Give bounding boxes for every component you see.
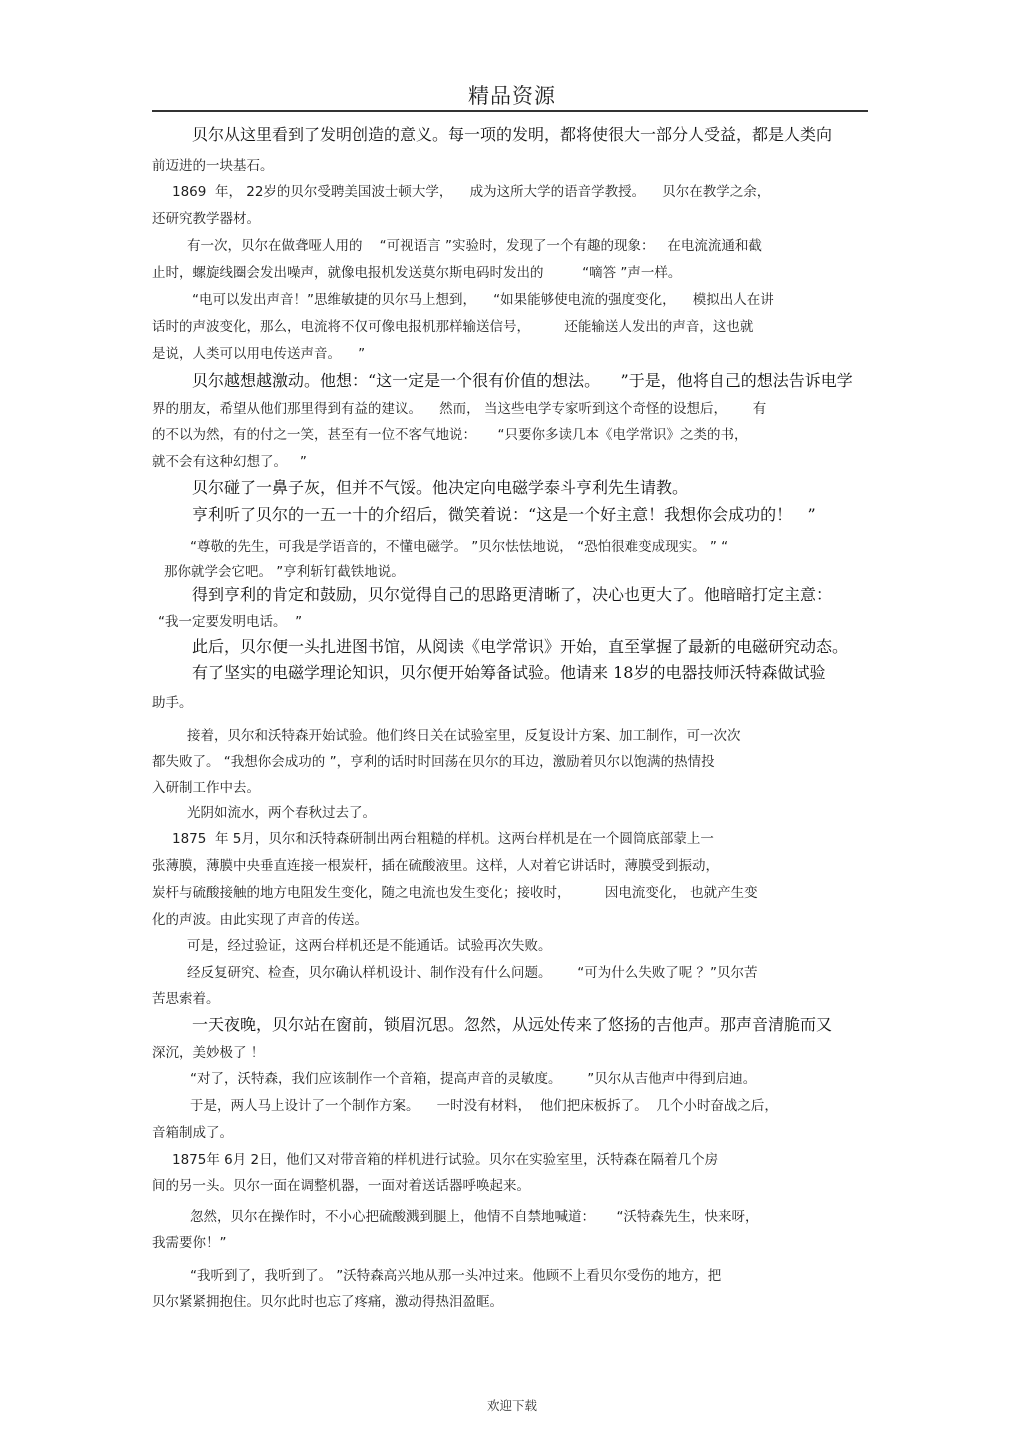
text-line: 是说，人类可以用电传送声音。 ” xyxy=(152,346,366,362)
text-line: 化的声波。由此实现了声音的传送。 xyxy=(152,912,368,928)
text-line: “电可以发出声音！”思维敏捷的贝尔马上想到， “如果能够使电流的强度变化， 模拟出人在讲 xyxy=(192,292,774,308)
text-line: 前迈进的一块基石。 xyxy=(152,158,274,174)
text-line: 接着，贝尔和沃特森开始试验。他们终日关在试验室里，反复设计方案、加工制作，可一次次 xyxy=(187,728,741,744)
text-line: 于是，两人马上设计了一个制作方案。 一时没有材料， 他们把床板拆了。 几个小时奋战之后， xyxy=(190,1098,778,1114)
text-line: 的不以为然，有的付之一笑，甚至有一位不客气地说： “只要你多读几本《电学常识》之类的书， xyxy=(152,427,748,443)
text-line: 止时，螺旋线圈会发出噪声，就像电报机发送莫尔斯电码时发出的 “嘀答 ”声一样。 xyxy=(152,265,682,281)
text-line: 炭杆与硫酸接触的地方电阻发生变化，随之电流也发生变化；接收时， 因电流变化， 也就产生变 xyxy=(152,885,758,901)
text-line: 话时的声波变化，那么，电流将不仅可像电报机那样输送信号， 还能输送人发出的声音，这也就 xyxy=(152,319,754,335)
text-line: 亨利听了贝尔的一五一十的介绍后，微笑着说：“这是一个好主意！我想你会成功的！ ” xyxy=(192,505,816,524)
text-line: 1869 年， 22岁的贝尔受聘美国波士顿大学， 成为这所大学的语音学教授。 贝尔在教学之余， xyxy=(172,184,771,200)
text-line: 得到亨利的肯定和鼓励，贝尔觉得自己的思路更清晰了，决心也更大了。他暗暗打定主意： xyxy=(192,585,833,604)
text-line: 入研制工作中去。 xyxy=(152,780,260,796)
text-line: 张薄膜，薄膜中央垂直连接一根炭杆，插在硫酸液里。这样，人对着它讲话时，薄膜受到振动， xyxy=(152,858,719,874)
text-line: 就不会有这种幻想了。 ” xyxy=(152,454,307,470)
text-line: 助手。 xyxy=(152,695,193,711)
text-line: 苦思索着。 xyxy=(152,991,220,1007)
text-line: 间的另一头。贝尔一面在调整机器，一面对着送话器呼唤起来。 xyxy=(152,1178,530,1194)
text-line: 我需要你！” xyxy=(152,1235,227,1251)
text-line: “我一定要发明电话。 ” xyxy=(158,614,303,630)
text-line: 忽然，贝尔在操作时，不小心把硫酸溅到腿上，他情不自禁地喊道： “沃特森先生，快来呀， xyxy=(190,1209,759,1225)
text-line: “我听到了，我听到了。 ”沃特森高兴地从那一头冲过来。他顾不上看贝尔受伤的地方，把 xyxy=(190,1268,722,1284)
text-line: 1875年 6月 2日，他们又对带音箱的样机进行试验。贝尔在实验室里，沃特森在隔着几个房 xyxy=(172,1152,719,1168)
text-line: 有一次，贝尔在做聋哑人用的 “可视语言 ”实验时，发现了一个有趣的现象： 在电流流通和截 xyxy=(187,238,762,254)
text-line: 都失败了。 “我想你会成功的 ”，亨利的话时时回荡在贝尔的耳边，激励着贝尔以饱满的热情投 xyxy=(152,754,715,770)
text-line: 经反复研究、检查，贝尔确认样机设计、制作没有什么问题。 “可为什么失败了呢 ？”贝尔苦 xyxy=(187,965,758,981)
text-line: 界的朋友，希望从他们那里得到有益的建议。 然而， 当这些电学专家听到这个奇怪的设想后， 有 xyxy=(152,401,767,417)
text-line: 贝尔越想越激动。他想：“这一定是一个很有价值的想法。 ”于是，他将自己的想法告诉电学 xyxy=(192,371,853,390)
text-line: 音箱制成了。 xyxy=(152,1125,233,1141)
text-line: 贝尔碰了一鼻子灰，但并不气馁。他决定向电磁学泰斗亨利先生请教。 xyxy=(192,478,689,497)
text-line: 有了坚实的电磁学理论知识，贝尔便开始筹备试验。他请来 18岁的电器技师沃特森做试验 xyxy=(192,663,826,682)
text-line: 1875 年 5月，贝尔和沃特森研制出两台粗糙的样机。这两台样机是在一个圆筒底部蒙上一 xyxy=(172,831,714,847)
text-line: “对了，沃特森，我们应该制作一个音箱，提高声音的灵敏度。 ”贝尔从吉他声中得到启迪。 xyxy=(190,1071,757,1087)
text-line: 贝尔紧紧拥抱住。贝尔此时也忘了疼痛，激动得热泪盈眶。 xyxy=(152,1294,503,1310)
text-line: 可是，经过验证，这两台样机还是不能通话。试验再次失败。 xyxy=(187,938,552,954)
text-line: 一天夜晚，贝尔站在窗前，锁眉沉思。忽然，从远处传来了悠扬的吉他声。那声音清脆而又 xyxy=(192,1015,833,1034)
text-line: 深沉，美妙极了 ！ xyxy=(152,1045,265,1061)
page-footer: 欢迎下载 xyxy=(486,1398,537,1413)
header-divider xyxy=(152,110,868,112)
text-line: 光阴如流水，两个春秋过去了。 xyxy=(187,805,376,821)
page-header-title: 精品资源 xyxy=(468,84,556,108)
text-line: 此后，贝尔便一头扎进图书馆，从阅读《电学常识》开始，直至掌握了最新的电磁研究动态。 xyxy=(192,637,849,656)
text-line: 贝尔从这里看到了发明创造的意义。每一项的发明，都将使很大一部分人受益，都是人类向 xyxy=(192,125,833,144)
text-line: 那你就学会它吧。 ”亨利斩钉截铁地说。 xyxy=(164,564,405,580)
text-line: “尊敬的先生，可我是学语音的，不懂电磁学。 ”贝尔怯怯地说， “恐怕很难变成现实。 ” “ xyxy=(190,539,729,555)
text-line: 还研究教学器材。 xyxy=(152,211,260,227)
